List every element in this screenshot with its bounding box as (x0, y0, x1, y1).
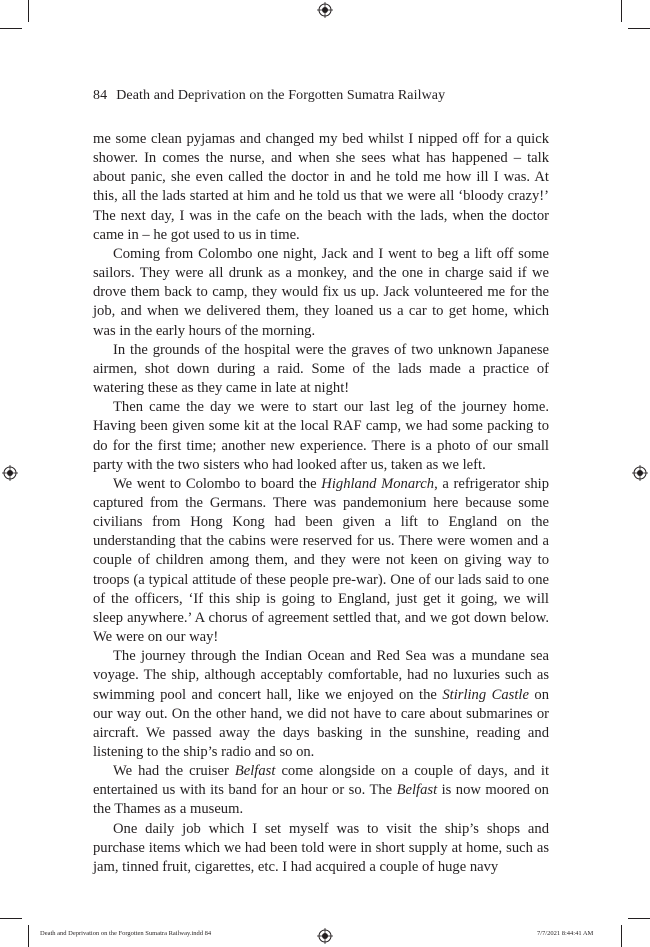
paragraph-text: on our way out. On the other hand, we did not have to care about submarines or aircraft. We passed away the days basking in the sunshine, reading and listening to the ship’s radio and so on. (93, 686, 549, 760)
crop-mark-right-bottom (628, 918, 650, 919)
ship-name: Stirling Castle (442, 686, 529, 703)
paragraph (93, 130, 549, 245)
paragraph-text: One daily job which I set myself was to visit the ship’s shops and purchase items which we had been told were in short supply at home, such as jam, tinned fruit, cigarettes, etc. I had acquired a couple of huge navy (93, 820, 549, 875)
paragraph (93, 245, 549, 341)
slug-date-time: 7/7/2021 8:44:41 AM (537, 930, 594, 937)
crop-mark-bottom-right (621, 925, 622, 947)
registration-mark-left-icon (2, 465, 18, 481)
crop-mark-left-bottom (0, 918, 22, 919)
paragraph-text: Then came the day we were to start our last leg of the journey home. Having been given some kit at the local RAF camp, we had some packing to do for the first time; another new experience. There is a photo of our small party with the two sisters who had looked after us, taken as we left. (93, 399, 549, 473)
registration-mark-bottom-icon (317, 928, 333, 944)
paragraph (93, 762, 549, 819)
paragraph (93, 475, 549, 647)
ship-name: Belfast (396, 782, 438, 799)
page-number: 84 (93, 88, 108, 103)
paragraph-text: me some clean pyjamas and changed my bed whilst I nipped off for a quick shower. In comes the nurse, and when she sees what has happened – talk about panic, she even called the doctor in and he told me how ill I was. At this, all the lads started at him and he told us that we were all ‘bloody crazy!’ The next day, I was in the cafe on the beach with the lads, when the doctor came in – he got used to us in time. (93, 131, 549, 243)
crop-mark-top-right (621, 0, 622, 22)
paragraph (93, 647, 549, 762)
paragraph-text: In the grounds of the hospital were the graves of two unknown Japanese airmen, shot down during a raid. Some of the lads made a practice of watering these as they came in late at night! (93, 341, 549, 397)
running-header (93, 88, 445, 104)
registration-mark-right-icon (632, 465, 648, 481)
body-text (93, 130, 549, 877)
paragraph-text: Coming from Colombo one night, Jack and I went to beg a lift off some sailors. They were all drunk as a monkey, and the one in charge said if we drove them back to camp, they would fix us up. Jack volunteered me for the job, and when we delivered them, they loaned us a car to get home, which was in the early hours of the morning. (93, 245, 549, 339)
crop-mark-right-top (628, 28, 650, 29)
paragraph (93, 398, 549, 475)
registration-mark-top-icon (317, 2, 333, 18)
crop-mark-left-top (0, 28, 22, 29)
paragraph-text: We had the cruiser (113, 763, 235, 780)
slug-file-info: Death and Deprivation on the Forgotten Sumatra Railway.indd 84 (40, 930, 212, 937)
paragraph-text: , a refrigerator ship captured from the Germans. There was pandemonium here because some civilians from Hong Kong had been given a lift to England on the understanding that the cabins were reserved for us. There were women and a couple of children among them, and they were not keen on giving way to troops (a typical attitude of these people pre-war). One of our lads said to one of the officers, ‘If this ship is going to England, just get it going, we will sleep anywhere.’ A chorus of agreement settled that, and we got down below. We were on our way! (93, 475, 550, 646)
ship-name: Belfast (234, 763, 276, 780)
running-title: Death and Deprivation on the Forgotten Sumatra Railway (116, 88, 446, 103)
paragraph-text: is now moored on the Thames as a museum. (93, 782, 549, 818)
crop-mark-top-left (28, 0, 29, 22)
paragraph-text: The journey through the Indian Ocean and Red Sea was a mundane sea voyage. The ship, although acceptably comfortable, had no luxuries such as swimming pool and concert hall, like we enjoyed on the (93, 648, 549, 703)
crop-mark-bottom-left (28, 925, 29, 947)
paragraph-text: We went to Colombo to board the (113, 475, 322, 492)
paragraph-text: come alongside on a couple of days, and it entertained us with its band for an hour or so. The (93, 763, 549, 799)
paragraph (93, 820, 549, 877)
paragraph (93, 341, 549, 398)
ship-name: Highland Monarch (321, 475, 435, 492)
